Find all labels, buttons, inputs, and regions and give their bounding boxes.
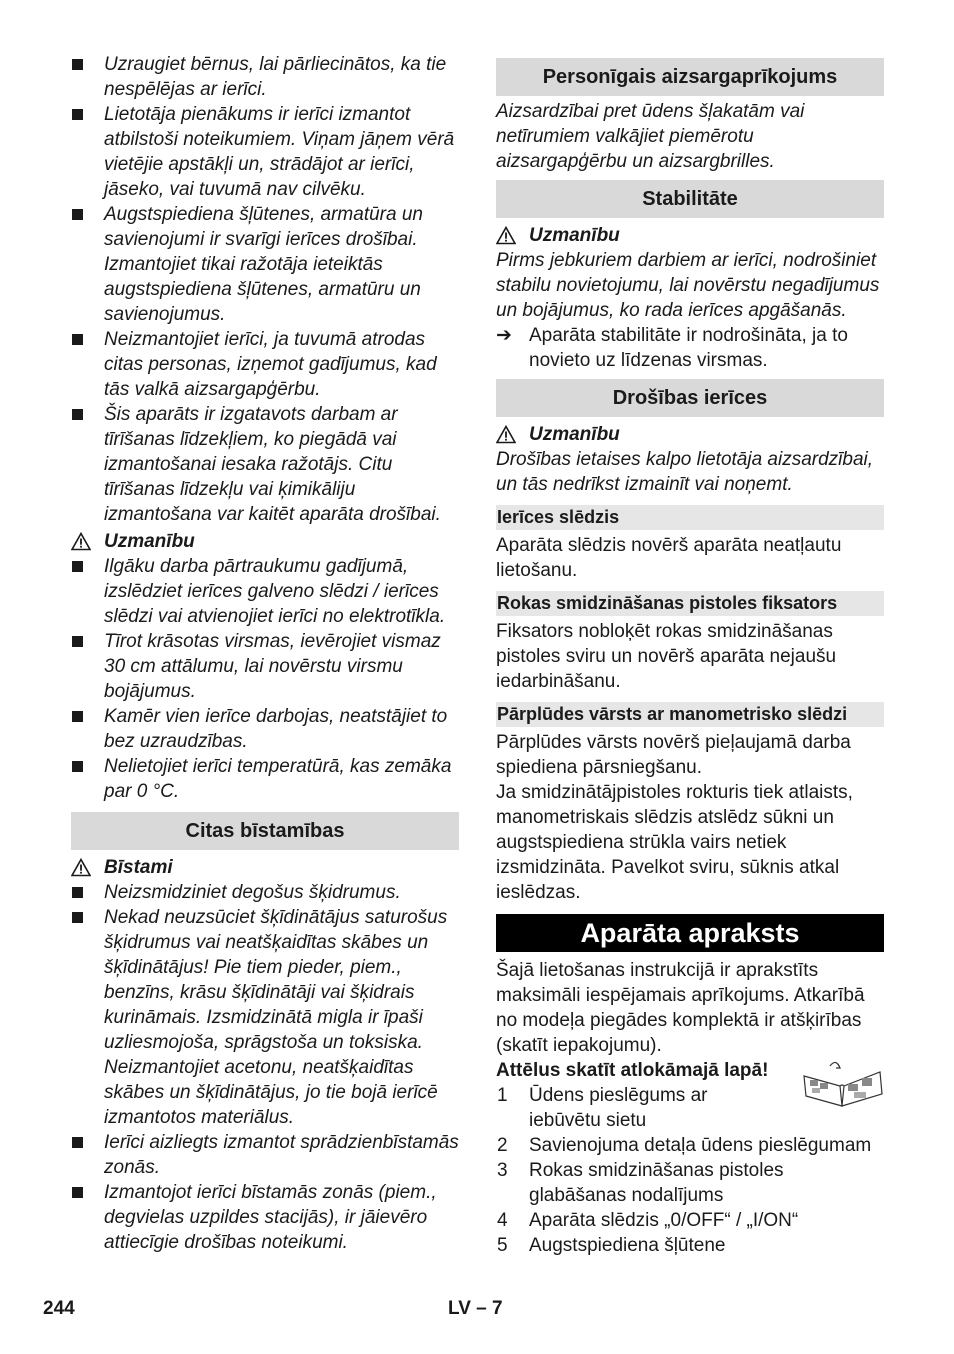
- item-number: 4: [497, 1210, 508, 1231]
- section-heading-ppe: Personīgais aizsargaprīkojums: [496, 58, 884, 96]
- list-item: Neizsmidziniet degošus šķidrumus.: [71, 880, 459, 905]
- section-heading-safety-devices: Drošības ierīces: [496, 379, 884, 417]
- list-item: Ilgāku darba pārtraukumu gadījumā, izslēdziet ierīces galveno slēdzi / ierīces slēdzi vai atvienojiet ierīci no elektrotīkla.: [71, 554, 459, 629]
- stability-note: [496, 323, 884, 373]
- chapter-heading-device-description: Aparāta apraksts: [496, 914, 884, 952]
- list-item: [496, 1083, 884, 1133]
- item-number: 2: [497, 1135, 508, 1156]
- safety-devices-text: Drošības ietaises kalpo lietotāja aizsardzībai, un tās nedrīkst izmainīt vai noņemt.: [496, 449, 874, 495]
- list-item: [496, 1158, 884, 1208]
- stability-text: Pirms jebkuriem darbiem ar ierīci, nodrošiniet stabilu novietojumu, lai novērstu negadījumus un bojājumus, ko rada ierīces apgāšanās.: [496, 250, 880, 321]
- item-text: Ūdens pieslēgums ar iebūvētu sietu: [529, 1085, 708, 1131]
- page-code: LV – 7: [448, 1298, 503, 1319]
- caution-heading: [71, 529, 459, 554]
- list-item: Augstspiediena šļūtenes, armatūra un savienojumi ir svarīgi ierīces drošībai. Izmantojiet tikai ražotāja ieteiktās augstspiediena šļūtenes, armatūru un savienojumus.: [71, 202, 459, 327]
- subheading-overflow-valve: Pārplūdes vārsts ar manometrisko slēdzi: [496, 702, 884, 727]
- bullet-list-caution: [71, 554, 459, 804]
- bullet-list-safety: [71, 52, 459, 527]
- list-item: [496, 1208, 884, 1233]
- list-item: Nelietojiet ierīci temperatūrā, kas zemāka par 0 °C.: [71, 754, 459, 804]
- list-item: [496, 1233, 884, 1258]
- right-column: [496, 58, 884, 1258]
- danger-heading: [71, 855, 459, 880]
- item-text: Savienojuma detaļa ūdens pieslēgumam: [529, 1135, 872, 1156]
- caution-label: Uzmanību: [529, 225, 620, 246]
- item-number: 3: [497, 1160, 508, 1181]
- page-number: 244: [43, 1298, 75, 1319]
- section-heading-other-dangers: Citas bīstamības: [71, 812, 459, 850]
- item-number: 1: [497, 1085, 508, 1106]
- item-text: Rokas smidzināšanas pistoles glabāšanas nodalījums: [529, 1160, 784, 1206]
- danger-label: Bīstami: [104, 857, 173, 878]
- subheading-device-switch: Ierīces slēdzis: [496, 505, 884, 530]
- subheading-spray-gun-lock: Rokas smidzināšanas pistoles fiksators: [496, 591, 884, 616]
- caution-heading: [496, 422, 884, 447]
- warning-triangle-icon: [496, 226, 516, 245]
- ppe-text: Aizsardzībai pret ūdens šļakatām vai netīrumiem valkājiet piemērotu aizsargapģērbu un aizsargbrilles.: [496, 101, 805, 172]
- spray-gun-lock-text: Fiksators nobloķēt rokas smidzināšanas pistoles sviru un novērš aparāta nejaušu iedarbināšanu.: [496, 621, 837, 692]
- device-description-text: Šajā lietošanas instrukcijā ir aprakstīts maksimāli iespējamais aprīkojums. Atkarībā no modeļa piegādes komplektā ir atšķirības (skatīt iepakojumu).: [496, 960, 865, 1056]
- arrow-right-icon: ➔: [496, 325, 512, 346]
- item-text: Aparāta slēdzis „0/OFF“ / „I/ON“: [529, 1210, 799, 1231]
- list-item: Uzraugiet bērnus, lai pārliecinātos, ka tie nespēlējas ar ierīci.: [71, 52, 459, 102]
- item-number: 5: [497, 1235, 508, 1256]
- caution-heading: [496, 223, 884, 248]
- device-switch-text: Aparāta slēdzis novērš aparāta neatļautu lietošanu.: [496, 535, 842, 581]
- list-item: Tīrot krāsotas virsmas, ievērojiet vismaz 30 cm attālumu, lai novērstu virsmu bojājumus.: [71, 629, 459, 704]
- left-column: [71, 52, 459, 1255]
- overflow-valve-text-2: Ja smidzinātājpistoles rokturis tiek atlaists, manometriskais slēdzis atslēdz sūkni un augstspiediena strūkla vairs netiek izsmidzināta. Pavelkot sviru, sūknis atkal ieslēdzas.: [496, 782, 853, 903]
- warning-triangle-icon: [71, 858, 91, 877]
- list-item: Šis aparāts ir izgatavots darbam ar tīrīšanas līdzekļiem, ko piegādā vai izmantošanai iesaka ražotājs. Citu tīrīšanas līdzekļu vai ķimikāliju izmantošana var kaitēt aparāta drošībai.: [71, 402, 459, 527]
- list-item: [496, 1133, 884, 1158]
- list-item: Kamēr vien ierīce darbojas, neatstājiet to bez uzraudzības.: [71, 704, 459, 754]
- figure-reference-block: [496, 1058, 884, 1133]
- item-text: Augstspiediena šļūtene: [529, 1235, 726, 1256]
- bullet-list-dangers: [71, 880, 459, 1255]
- stability-note-text: Aparāta stabilitāte ir nodrošināta, ja to novieto uz līdzenas virsmas.: [529, 325, 848, 371]
- list-item: Izmantojot ierīci bīstamās zonās (piem., degvielas uzpildes stacijās), ir jāievēro attiecīgie drošības noteikumi.: [71, 1180, 459, 1255]
- list-item: Nekad neuzsūciet šķīdinātājus saturošus šķidrumus vai neatšķaidītas skābes un šķīdinātājus! Pie tiem pieder, piem., benzīns, krāsu šķīdinātāji vai šķidrais kurināmais. Izsmidzinātā migla ir īpaši uzliesmojoša, sprāgstoša un toksiska. Neizmantojiet acetonu, neatšķaidītas skābes un šķīdinātājus, jo tie bojā ierīcē izmantotos materiālus.: [71, 905, 459, 1130]
- list-item: Neizmantojiet ierīci, ja tuvumā atrodas citas personas, izņemot gadījumus, kad tās valkā aizsargapģērbu.: [71, 327, 459, 402]
- list-item: Ierīci aizliegts izmantot sprādzienbīstamās zonās.: [71, 1130, 459, 1180]
- caution-label: Uzmanību: [529, 424, 620, 445]
- list-item: Lietotāja pienākums ir ierīci izmantot atbilstoši noteikumiem. Viņam jāņem vērā vietējie apstākļi un, strādājot ar ierīci, jāseko, vai tuvumā nav cilvēku.: [71, 102, 459, 202]
- warning-triangle-icon: [71, 532, 91, 551]
- caution-label: Uzmanību: [104, 531, 195, 552]
- section-heading-stability: Stabilitāte: [496, 180, 884, 218]
- figure-note: Attēlus skatīt atlokāmajā lapā!: [496, 1060, 769, 1081]
- overflow-valve-text-1: Pārplūdes vārsts novērš pieļaujamā darba spiediena pārsniegšanu.: [496, 732, 851, 778]
- warning-triangle-icon: [496, 425, 516, 444]
